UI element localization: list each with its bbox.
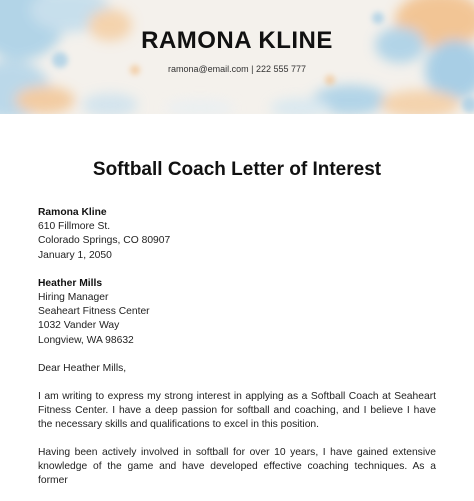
recipient-title: Hiring Manager <box>38 292 109 304</box>
salutation: Dear Heather Mills, <box>38 362 127 374</box>
recipient-address <box>38 277 436 348</box>
letter-date: January 1, 2050 <box>38 249 112 261</box>
paragraph: Having been actively involved in softball for over 10 years, I have gained extensive knowledge of the game and have developed effective coaching techniques. As a former <box>38 446 436 487</box>
paragraph: I am writing to express my strong interest in applying as a Softball Coach at Seaheart Fitness Center. I have a deep passion for softball and coaching, and I believe I have the necessary skills and qualifications to excel in this position. <box>38 391 436 431</box>
letterhead <box>0 0 474 114</box>
letterhead-contact: ramona@email.com | 222 555 777 <box>167 64 307 74</box>
sender-street: 610 Fillmore St. <box>38 221 111 233</box>
watercolor-background <box>0 0 474 114</box>
letter-body <box>38 206 436 501</box>
sender-address <box>38 206 436 263</box>
recipient-name: Heather Mills <box>38 277 103 289</box>
document-title: Softball Coach Letter of Interest <box>92 159 382 180</box>
recipient-city: Longview, WA 98632 <box>38 334 134 346</box>
recipient-company: Seaheart Fitness Center <box>38 306 150 318</box>
recipient-street: 1032 Vander Way <box>38 320 120 332</box>
sender-city: Colorado Springs, CO 80907 <box>38 235 171 247</box>
sender-name: Ramona Kline <box>38 207 107 218</box>
letterhead-name: RAMONA KLINE <box>141 27 333 54</box>
